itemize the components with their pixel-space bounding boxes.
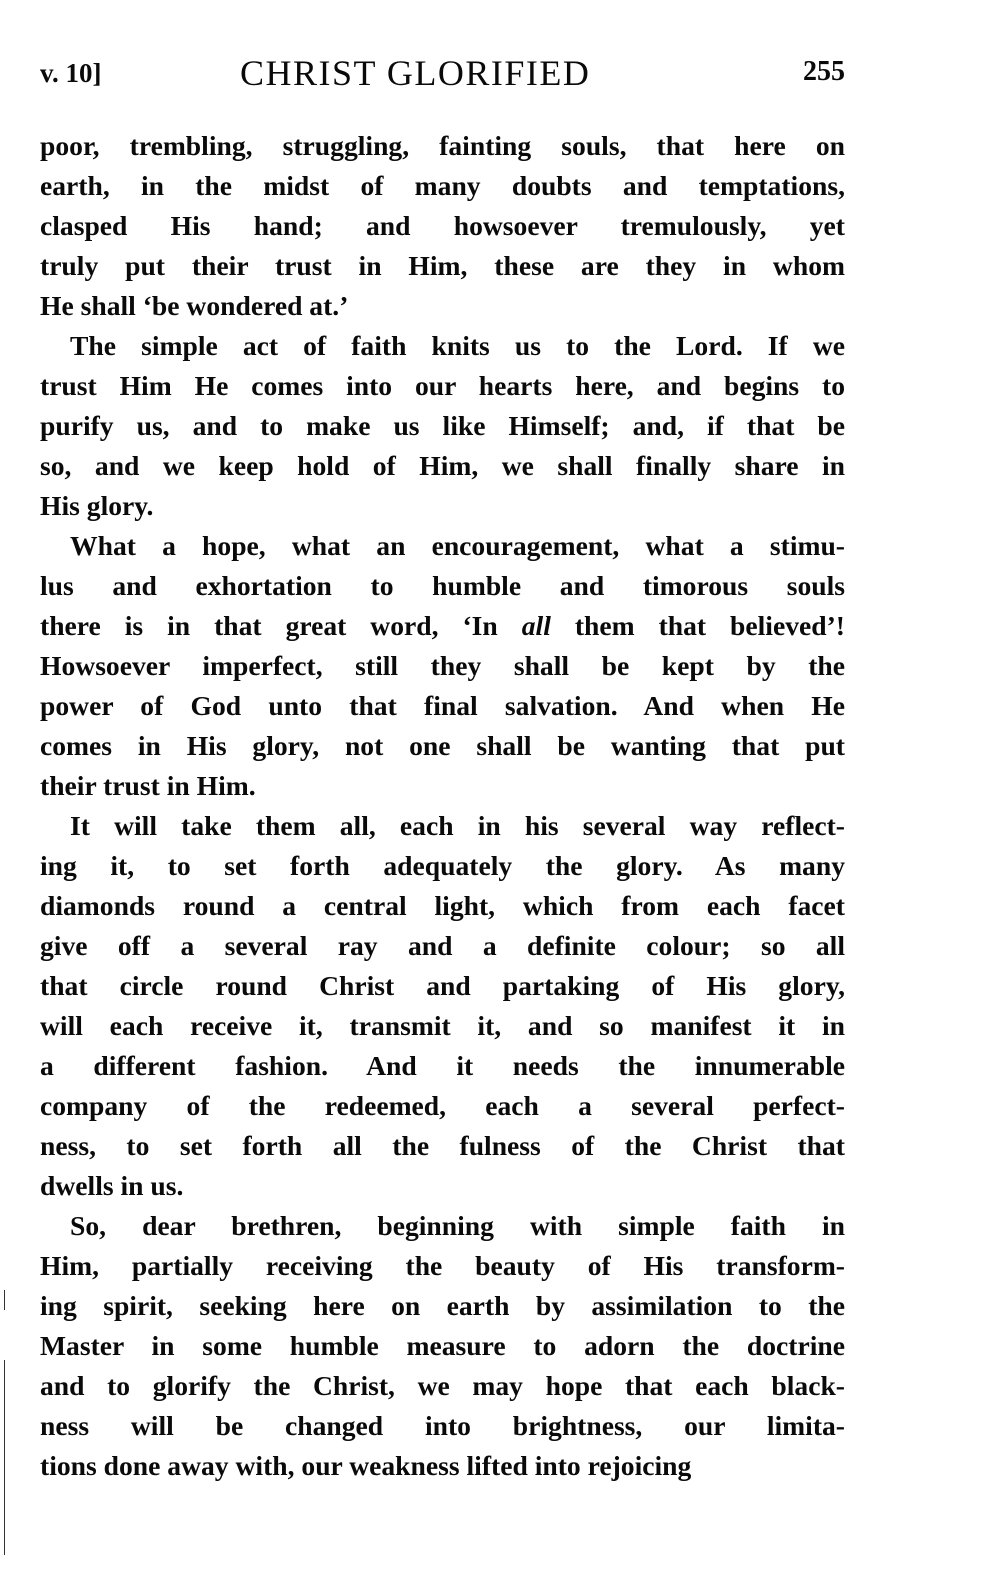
- text-line: ing spirit, seeking here on earth by assimilation to the: [40, 1290, 845, 1321]
- text-line: trust Him He comes into our hearts here, and begins to: [40, 370, 845, 401]
- text-line: there is in that great word, ‘In all them that believed’!: [40, 610, 845, 641]
- paragraph: [40, 526, 845, 806]
- text-line: will each receive it, transmit it, and so manifest it in: [40, 1010, 845, 1041]
- text-line: and to glorify the Christ, we may hope that each black-: [40, 1370, 845, 1401]
- text-line: purify us, and to make us like Himself; and, if that be: [40, 410, 845, 441]
- running-head: [40, 52, 845, 102]
- text-line: Master in some humble measure to adorn the doctrine: [40, 1330, 845, 1361]
- text-line: ness, to set forth all the fulness of the Christ that: [40, 1130, 845, 1161]
- text-line: tions done away with, our weakness lifted into rejoicing: [40, 1450, 692, 1481]
- text-line: ness will be changed into brightness, our limita-: [40, 1410, 845, 1441]
- text-line: power of God unto that final salvation. And when He: [40, 690, 845, 721]
- text-line: comes in His glory, not one shall be wanting that put: [40, 730, 845, 761]
- text-line: poor, trembling, struggling, fainting souls, that here on: [40, 130, 845, 161]
- margin-rule: [4, 1290, 5, 1310]
- paragraph: [40, 126, 845, 326]
- text-line: Howsoever imperfect, still they shall be kept by the: [40, 650, 845, 681]
- text-line: earth, in the midst of many doubts and temptations,: [40, 170, 845, 201]
- text-line: lus and exhortation to humble and timorous souls: [40, 570, 845, 601]
- text-line: dwells in us.: [40, 1170, 184, 1201]
- chapter-title: CHRIST GLORIFIED: [240, 53, 591, 93]
- paragraph: [40, 326, 845, 526]
- text-line: His glory.: [40, 490, 154, 521]
- text-line: diamonds round a central light, which from each facet: [40, 890, 845, 921]
- text-line: He shall ‘be wondered at.’: [40, 290, 349, 321]
- text-line: clasped His hand; and howsoever tremulously, yet: [40, 210, 845, 241]
- verse-reference: v. 10]: [40, 58, 102, 88]
- margin-rule: [4, 1360, 5, 1555]
- text-line: company of the redeemed, each a several perfect-: [40, 1090, 845, 1121]
- paragraph: [40, 1206, 845, 1486]
- text-line: So, dear brethren, beginning with simple faith in: [70, 1210, 845, 1241]
- text-line: What a hope, what an encouragement, what a stimu-: [70, 530, 845, 561]
- text-line: It will take them all, each in his several way reflect-: [70, 810, 845, 841]
- body-text: [40, 126, 845, 1486]
- text-line: Him, partially receiving the beauty of His transform-: [40, 1250, 845, 1281]
- text-line: their trust in Him.: [40, 770, 256, 801]
- text-line: ing it, to set forth adequately the glory. As many: [40, 850, 845, 881]
- text-line: give off a several ray and a definite colour; so all: [40, 930, 845, 961]
- text-line: so, and we keep hold of Him, we shall finally share in: [40, 450, 845, 481]
- text-line: The simple act of faith knits us to the Lord. If we: [70, 330, 845, 361]
- book-page: [40, 52, 845, 1486]
- text-line: that circle round Christ and partaking of His glory,: [40, 970, 845, 1001]
- paragraph: [40, 806, 845, 1206]
- text-line: a different fashion. And it needs the innumerable: [40, 1050, 845, 1081]
- page-number: 255: [803, 56, 845, 87]
- text-line: truly put their trust in Him, these are they in whom: [40, 250, 845, 281]
